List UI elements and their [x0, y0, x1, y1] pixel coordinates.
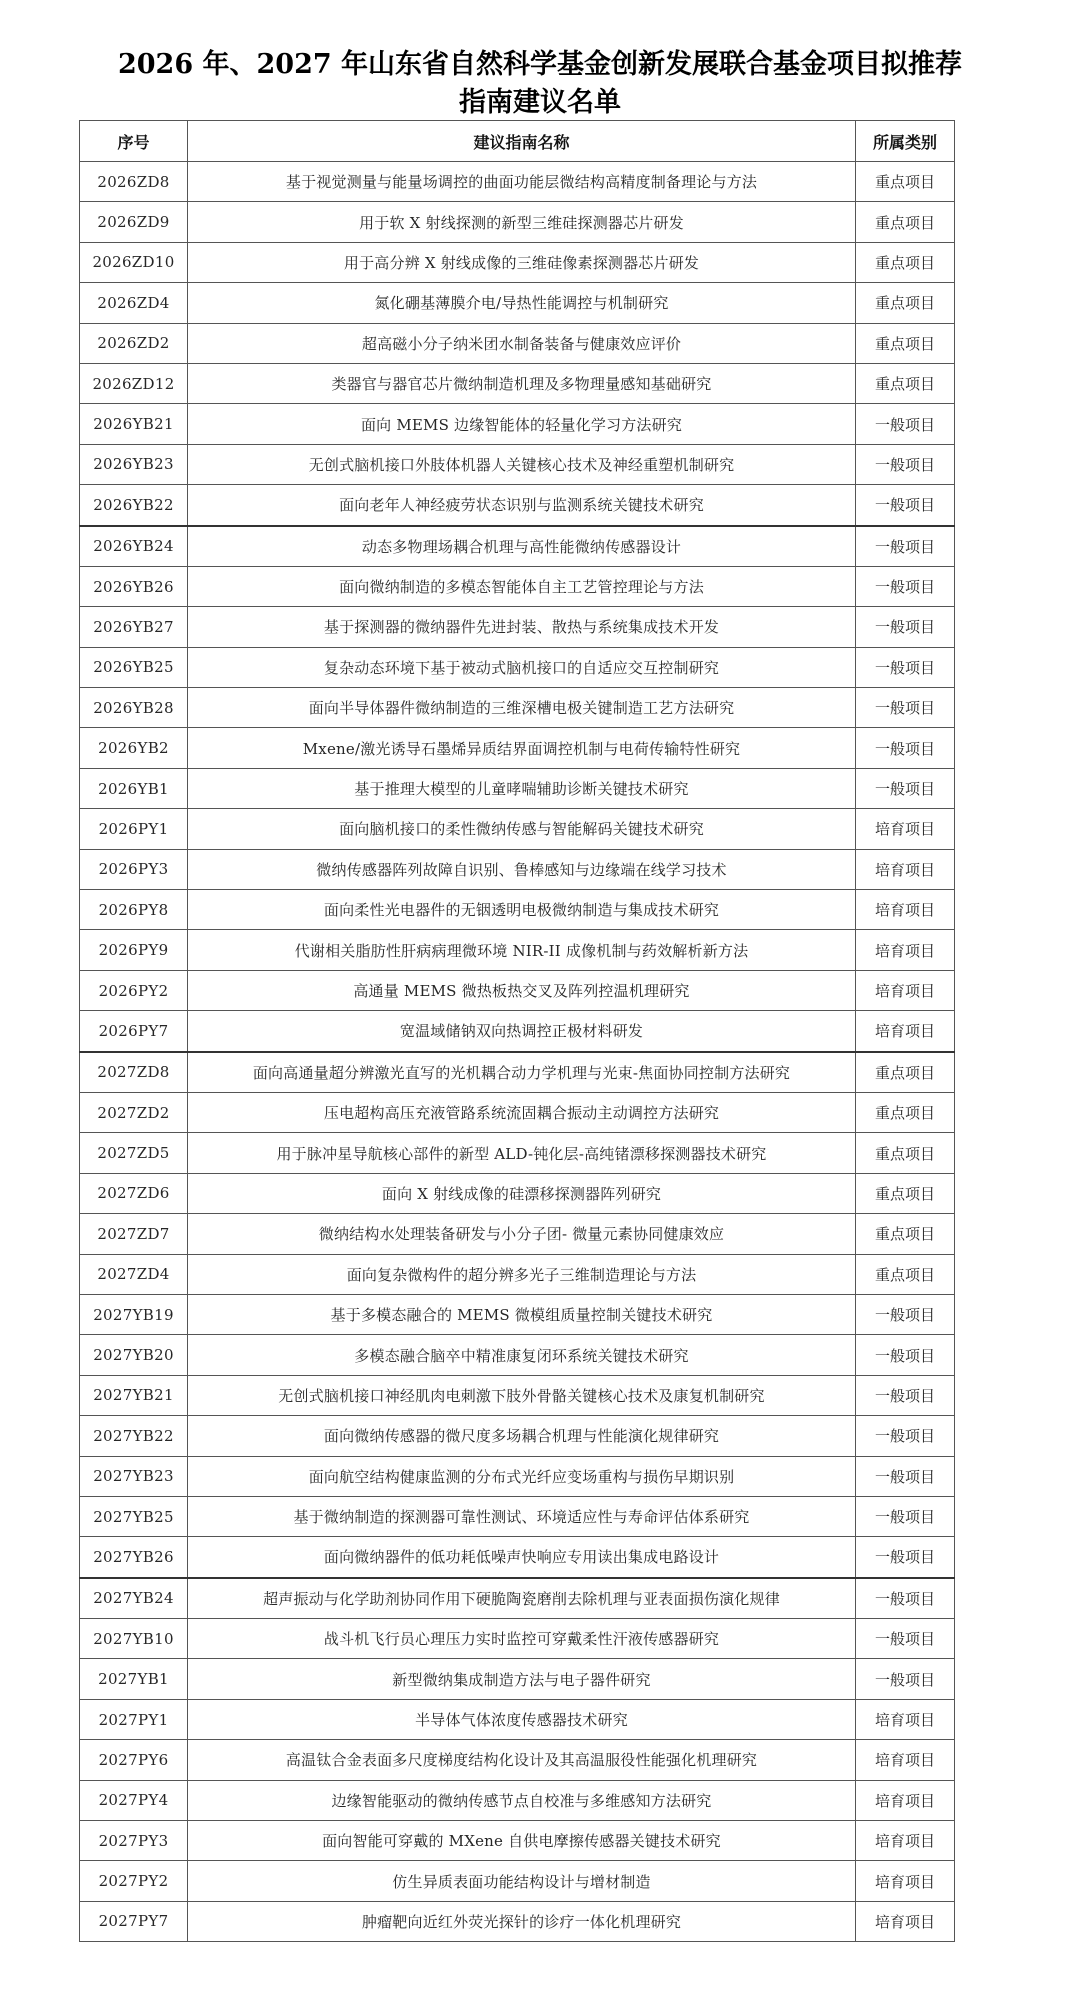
row-guide-name: 类器官与器官芯片微纳制造机理及多物理量感知基础研究: [188, 363, 856, 403]
row-serial-number: 2026PY1: [80, 809, 188, 849]
row-guide-name: 仿生异质表面功能结构设计与增材制造: [188, 1861, 856, 1901]
row-serial-number: 2027ZD8: [80, 1052, 188, 1093]
row-serial-number: 2027YB21: [80, 1375, 188, 1415]
row-serial-number: 2026PY8: [80, 890, 188, 930]
row-category: 培育项目: [856, 1780, 955, 1820]
row-serial-number: 2026YB28: [80, 688, 188, 728]
row-serial-number: 2027YB19: [80, 1294, 188, 1334]
row-guide-name: 用于脉冲星导航核心部件的新型 ALD-钝化层-高纯锗漂移探测器技术研究: [188, 1133, 856, 1173]
row-category: 培育项目: [856, 1740, 955, 1780]
row-serial-number: 2027YB25: [80, 1496, 188, 1536]
row-category: 培育项目: [856, 809, 955, 849]
row-category: 培育项目: [856, 930, 955, 970]
row-guide-name: 用于软 X 射线探测的新型三维硅探测器芯片研发: [188, 202, 856, 242]
row-category: 重点项目: [856, 242, 955, 282]
row-serial-number: 2027PY4: [80, 1780, 188, 1820]
guide-list-table: [79, 120, 955, 1942]
table-body: [80, 162, 955, 1942]
row-category: 一般项目: [856, 485, 955, 526]
row-serial-number: 2026YB21: [80, 404, 188, 444]
row-guide-name: 基于视觉测量与能量场调控的曲面功能层微结构高精度制备理论与方法: [188, 162, 856, 202]
table-row: [80, 688, 955, 728]
row-serial-number: 2026YB27: [80, 607, 188, 647]
row-guide-name: 动态多物理场耦合机理与高性能微纳传感器设计: [188, 526, 856, 567]
row-category: 一般项目: [856, 444, 955, 484]
row-guide-name: Mxene/激光诱导石墨烯异质结界面调控机制与电荷传输特性研究: [188, 728, 856, 768]
row-category: 重点项目: [856, 1254, 955, 1294]
table-row: [80, 1740, 955, 1780]
row-serial-number: 2027PY3: [80, 1821, 188, 1861]
table-row: [80, 849, 955, 889]
row-category: 重点项目: [856, 283, 955, 323]
table-row: [80, 1659, 955, 1699]
row-guide-name: 面向微纳传感器的微尺度多场耦合机理与性能演化规律研究: [188, 1416, 856, 1456]
row-guide-name: 基于多模态融合的 MEMS 微模组质量控制关键技术研究: [188, 1294, 856, 1334]
table-row: [80, 1214, 955, 1254]
row-category: 一般项目: [856, 1537, 955, 1578]
table-row: [80, 1780, 955, 1820]
table-row: [80, 809, 955, 849]
row-guide-name: 多模态融合脑卒中精准康复闭环系统关键技术研究: [188, 1335, 856, 1375]
table-row: [80, 1496, 955, 1536]
row-guide-name: 微纳结构水处理装备研发与小分子团- 微量元素协同健康效应: [188, 1214, 856, 1254]
row-serial-number: 2027PY2: [80, 1861, 188, 1901]
row-serial-number: 2026YB22: [80, 485, 188, 526]
row-serial-number: 2026YB24: [80, 526, 188, 567]
row-serial-number: 2026ZD4: [80, 283, 188, 323]
row-guide-name: 高通量 MEMS 微热板热交叉及阵列控温机理研究: [188, 970, 856, 1010]
row-serial-number: 2026YB25: [80, 647, 188, 687]
table-row: [80, 485, 955, 526]
table-row: [80, 1375, 955, 1415]
table-row: [80, 970, 955, 1010]
row-guide-name: 压电超构高压充液管路系统流固耦合振动主动调控方法研究: [188, 1092, 856, 1132]
title-line-1: 2026 年、2027 年山东省自然科学基金创新发展联合基金项目拟推荐: [117, 49, 963, 80]
row-guide-name: 无创式脑机接口神经肌肉电刺激下肢外骨骼关键核心技术及康复机制研究: [188, 1375, 856, 1415]
row-serial-number: 2026PY3: [80, 849, 188, 889]
row-serial-number: 2027ZD4: [80, 1254, 188, 1294]
row-serial-number: 2027ZD7: [80, 1214, 188, 1254]
row-serial-number: 2027YB20: [80, 1335, 188, 1375]
table-row: [80, 1254, 955, 1294]
table-row: [80, 890, 955, 930]
table-row: [80, 1699, 955, 1739]
row-category: 培育项目: [856, 849, 955, 889]
row-guide-name: 面向半导体器件微纳制造的三维深槽电极关键制造工艺方法研究: [188, 688, 856, 728]
row-category: 重点项目: [856, 1173, 955, 1213]
row-serial-number: 2027YB23: [80, 1456, 188, 1496]
row-serial-number: 2027ZD5: [80, 1133, 188, 1173]
table-row: [80, 1011, 955, 1052]
table-row: [80, 1133, 955, 1173]
row-serial-number: 2026YB23: [80, 444, 188, 484]
table-row: [80, 1173, 955, 1213]
row-serial-number: 2026PY7: [80, 1011, 188, 1052]
table-row: [80, 1052, 955, 1093]
row-guide-name: 代谢相关脂肪性肝病病理微环境 NIR-II 成像机制与药效解析新方法: [188, 930, 856, 970]
row-category: 培育项目: [856, 970, 955, 1010]
row-guide-name: 高温钛合金表面多尺度梯度结构化设计及其高温服役性能强化机理研究: [188, 1740, 856, 1780]
row-guide-name: 氮化硼基薄膜介电/导热性能调控与机制研究: [188, 283, 856, 323]
table-row: [80, 1578, 955, 1619]
row-serial-number: 2026ZD10: [80, 242, 188, 282]
row-guide-name: 面向柔性光电器件的无铟透明电极微纳制造与集成技术研究: [188, 890, 856, 930]
row-category: 一般项目: [856, 1619, 955, 1659]
header-guide-name: 建议指南名称: [188, 121, 856, 162]
table-row: [80, 444, 955, 484]
table-row: [80, 728, 955, 768]
table-row: [80, 1821, 955, 1861]
table-row: [80, 1901, 955, 1941]
table-row: [80, 1619, 955, 1659]
table-row: [80, 242, 955, 282]
table-row: [80, 526, 955, 567]
row-guide-name: 复杂动态环境下基于被动式脑机接口的自适应交互控制研究: [188, 647, 856, 687]
row-guide-name: 微纳传感器阵列故障自识别、鲁棒感知与边缘端在线学习技术: [188, 849, 856, 889]
row-serial-number: 2026YB26: [80, 566, 188, 606]
table-row: [80, 930, 955, 970]
row-category: 一般项目: [856, 526, 955, 567]
row-category: 一般项目: [856, 1456, 955, 1496]
row-serial-number: 2026ZD12: [80, 363, 188, 403]
row-guide-name: 边缘智能驱动的微纳传感节点自校准与多维感知方法研究: [188, 1780, 856, 1820]
row-serial-number: 2027PY1: [80, 1699, 188, 1739]
table-row: [80, 202, 955, 242]
table-row: [80, 1416, 955, 1456]
table-row: [80, 1294, 955, 1334]
row-guide-name: 面向微纳器件的低功耗低噪声快响应专用读出集成电路设计: [188, 1537, 856, 1578]
row-category: 重点项目: [856, 1052, 955, 1093]
table-row: [80, 768, 955, 808]
table-row: [80, 404, 955, 444]
row-serial-number: 2026PY2: [80, 970, 188, 1010]
row-category: 培育项目: [856, 890, 955, 930]
row-guide-name: 基于探测器的微纳器件先进封装、散热与系统集成技术开发: [188, 607, 856, 647]
row-serial-number: 2027YB24: [80, 1578, 188, 1619]
row-category: 一般项目: [856, 647, 955, 687]
table-row: [80, 607, 955, 647]
row-guide-name: 半导体气体浓度传感器技术研究: [188, 1699, 856, 1739]
table-row: [80, 1456, 955, 1496]
document-title: [0, 46, 1080, 122]
row-guide-name: 基于推理大模型的儿童哮喘辅助诊断关键技术研究: [188, 768, 856, 808]
row-guide-name: 面向高通量超分辨激光直写的光机耦合动力学机理与光束-焦面协同控制方法研究: [188, 1052, 856, 1093]
row-serial-number: 2027YB10: [80, 1619, 188, 1659]
row-category: 一般项目: [856, 688, 955, 728]
row-category: 一般项目: [856, 1335, 955, 1375]
row-category: 重点项目: [856, 1092, 955, 1132]
row-serial-number: 2027PY6: [80, 1740, 188, 1780]
title-line-2: 指南建议名单: [459, 87, 621, 118]
table-row: [80, 647, 955, 687]
row-serial-number: 2027PY7: [80, 1901, 188, 1941]
table-row: [80, 363, 955, 403]
row-category: 一般项目: [856, 1496, 955, 1536]
table-row: [80, 1861, 955, 1901]
row-serial-number: 2026ZD2: [80, 323, 188, 363]
table-row: [80, 566, 955, 606]
row-category: 重点项目: [856, 1133, 955, 1173]
row-category: 一般项目: [856, 607, 955, 647]
row-category: 重点项目: [856, 1214, 955, 1254]
row-category: 一般项目: [856, 1578, 955, 1619]
row-category: 重点项目: [856, 363, 955, 403]
row-category: 一般项目: [856, 1294, 955, 1334]
table-header-row: [80, 121, 955, 162]
row-serial-number: 2026ZD8: [80, 162, 188, 202]
table-row: [80, 323, 955, 363]
row-serial-number: 2027YB26: [80, 1537, 188, 1578]
row-category: 一般项目: [856, 1659, 955, 1699]
row-guide-name: 新型微纳集成制造方法与电子器件研究: [188, 1659, 856, 1699]
row-guide-name: 面向微纳制造的多模态智能体自主工艺管控理论与方法: [188, 566, 856, 606]
row-serial-number: 2027YB1: [80, 1659, 188, 1699]
row-serial-number: 2027ZD6: [80, 1173, 188, 1213]
row-category: 一般项目: [856, 768, 955, 808]
row-category: 培育项目: [856, 1901, 955, 1941]
row-category: 培育项目: [856, 1821, 955, 1861]
row-category: 培育项目: [856, 1861, 955, 1901]
table-row: [80, 162, 955, 202]
row-serial-number: 2026YB1: [80, 768, 188, 808]
row-category: 重点项目: [856, 323, 955, 363]
row-guide-name: 超高磁小分子纳米团水制备装备与健康效应评价: [188, 323, 856, 363]
row-serial-number: 2026YB2: [80, 728, 188, 768]
row-serial-number: 2026PY9: [80, 930, 188, 970]
row-guide-name: 无创式脑机接口外肢体机器人关键核心技术及神经重塑机制研究: [188, 444, 856, 484]
table-row: [80, 1092, 955, 1132]
table-row: [80, 283, 955, 323]
row-guide-name: 面向航空结构健康监测的分布式光纤应变场重构与损伤早期识别: [188, 1456, 856, 1496]
row-category: 重点项目: [856, 202, 955, 242]
row-guide-name: 面向 X 射线成像的硅漂移探测器阵列研究: [188, 1173, 856, 1213]
row-category: 一般项目: [856, 404, 955, 444]
row-category: 一般项目: [856, 1416, 955, 1456]
row-category: 一般项目: [856, 566, 955, 606]
table-row: [80, 1537, 955, 1578]
header-serial-number: 序号: [80, 121, 188, 162]
row-category: 培育项目: [856, 1011, 955, 1052]
row-guide-name: 基于微纳制造的探测器可靠性测试、环境适应性与寿命评估体系研究: [188, 1496, 856, 1536]
row-guide-name: 宽温域储钠双向热调控正极材料研发: [188, 1011, 856, 1052]
row-category: 重点项目: [856, 162, 955, 202]
row-guide-name: 战斗机飞行员心理压力实时监控可穿戴柔性汗液传感器研究: [188, 1619, 856, 1659]
row-category: 一般项目: [856, 1375, 955, 1415]
row-guide-name: 面向复杂微构件的超分辨多光子三维制造理论与方法: [188, 1254, 856, 1294]
row-serial-number: 2027YB22: [80, 1416, 188, 1456]
row-guide-name: 面向脑机接口的柔性微纳传感与智能解码关键技术研究: [188, 809, 856, 849]
row-guide-name: 面向老年人神经疲劳状态识别与监测系统关键技术研究: [188, 485, 856, 526]
row-serial-number: 2026ZD9: [80, 202, 188, 242]
row-guide-name: 面向 MEMS 边缘智能体的轻量化学习方法研究: [188, 404, 856, 444]
row-guide-name: 面向智能可穿戴的 MXene 自供电摩擦传感器关键技术研究: [188, 1821, 856, 1861]
row-serial-number: 2027ZD2: [80, 1092, 188, 1132]
table-row: [80, 1335, 955, 1375]
row-category: 一般项目: [856, 728, 955, 768]
header-category: 所属类别: [856, 121, 955, 162]
row-guide-name: 肿瘤靶向近红外荧光探针的诊疗一体化机理研究: [188, 1901, 856, 1941]
row-guide-name: 超声振动与化学助剂协同作用下硬脆陶瓷磨削去除机理与亚表面损伤演化规律: [188, 1578, 856, 1619]
row-guide-name: 用于高分辨 X 射线成像的三维硅像素探测器芯片研发: [188, 242, 856, 282]
row-category: 培育项目: [856, 1699, 955, 1739]
